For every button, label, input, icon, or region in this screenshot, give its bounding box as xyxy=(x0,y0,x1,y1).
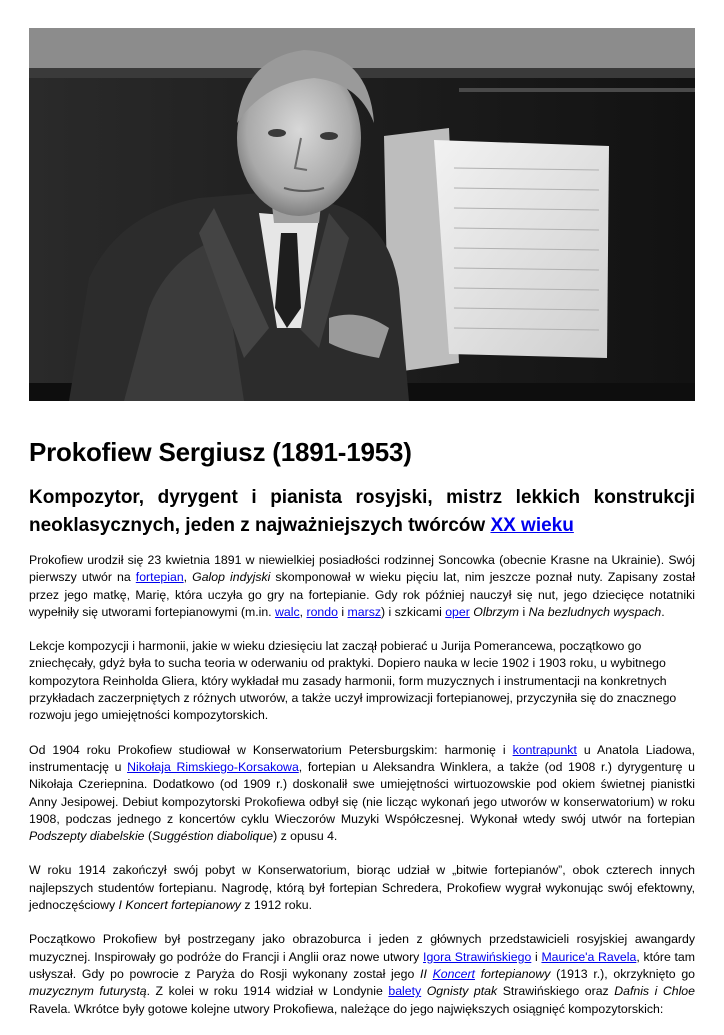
text-span: i xyxy=(531,949,542,964)
link-xx-wieku[interactable]: XX wieku xyxy=(490,515,574,536)
text-span: , które tam usłyszał. Gdy po powrocie z Paryża do Rosji wykonany został jego xyxy=(29,949,695,981)
link-ravel[interactable]: Maurice'a Ravela xyxy=(541,949,637,964)
portrait-photo xyxy=(29,28,695,401)
text-span: , xyxy=(299,604,307,619)
italic-title: Olbrzym xyxy=(473,604,520,619)
text-span: ) i szkicami xyxy=(381,604,446,619)
text-span: skomponował w wieku pięciu lat, nim jeszcze poznał nuty. Zapisany został przez jego matkę, Marię, która uczyła go gry na fortepianie. Gdy rok później nauczył się nut, jego dziecięce notatniki wypełniły się utworami fortepianowymi (m.in. xyxy=(29,570,695,619)
link-kontrapunkt[interactable]: kontrapunkt xyxy=(512,742,577,757)
text-span: . xyxy=(661,604,665,619)
paragraph-4 xyxy=(29,862,695,914)
italic-title: Galop indyjski xyxy=(192,570,271,585)
text-span: ) z opusu 4. xyxy=(273,829,338,844)
text-span: i xyxy=(519,604,529,619)
text-span: i xyxy=(337,604,348,619)
italic-title: I Koncert fortepianowy xyxy=(118,898,241,913)
text-span: . Z kolei w roku 1914 widział w Londynie xyxy=(146,984,389,999)
link-oper[interactable]: oper xyxy=(445,604,470,619)
text-span: Strawińskiego oraz xyxy=(497,984,615,999)
italic-title: Na bezludnych wyspach xyxy=(528,604,662,619)
text-span: Lekcje kompozycji i harmonii, jakie w wieku dziesięciu lat zaczął pobierać u Jurija Pomerancewa, początkowo go zniechęcały, gdyż była to sucha teoria w oderwaniu od praktyki. Dopiero nauka w lecie 1902 i 1903 roku, u wybitnego kompozytora Reinholda Gliera, który wykładał mu zasady harmonii, form muzycznych i instrumentacji na konkretnych przykładach zaczerpniętych z różnych utworów, a także uczył improwizacji fortepianowej, przyczyniła się do znacznego rozwoju jego umiejętności kompozytorskich. xyxy=(29,639,677,723)
italic-title: Dafnis i Chloe xyxy=(614,984,695,999)
link-balety[interactable]: balety xyxy=(388,984,422,999)
text-span: Prokofiew urodził się 23 kwietnia 1891 w niewielkiej posiadłości rodzinnej Soncowka (obecnie Krasne na Ukrainie). Swój pierwszy utwór na xyxy=(29,553,695,585)
italic-title: fortepianowy xyxy=(474,966,551,981)
italic-title: muzycznym futurystą xyxy=(29,984,147,999)
italic-title: Podszepty diabelskie xyxy=(29,829,145,844)
italic-title: Ognisty ptak xyxy=(426,984,498,999)
italic-title: Suggéstion diabolique xyxy=(152,829,274,844)
article-body xyxy=(29,552,695,1035)
link-fortepian[interactable]: fortepian xyxy=(135,570,184,585)
link-strawinski[interactable]: Igora Strawińskiego xyxy=(423,949,532,964)
text-span: W roku 1914 zakończył swój pobyt w Konserwatorium, biorąc udział w „bitwie fortepianów”, obok czterech innych najlepszych studentów fortepianu. Nagrodę, którą był fortepian Schredera, Prokofiew wygrał wykonując swój efektowny, jednoczęściowy xyxy=(29,863,695,913)
italic-link-text: Koncert xyxy=(432,966,475,981)
page-title: Prokofiew Sergiusz (1891-1953) xyxy=(29,437,412,467)
text-span: Od 1904 roku Prokofiew studiował w Konserwatorium Petersburgskim: harmonię i xyxy=(29,742,513,757)
text-span: Początkowo Prokofiew był postrzegany jako obrazoburca i jeden z głównych przedstawicieli rosyjskiej awangardy muzycznej. Inspirowały go podróże do Francji i Anglii oraz nowe utwory xyxy=(29,932,695,964)
italic-title: II xyxy=(420,966,433,981)
paragraph-1 xyxy=(29,552,695,621)
portrait-photo-icon xyxy=(29,28,695,401)
link-walc[interactable]: walc xyxy=(275,604,300,619)
link-rimski-korsakow[interactable]: Nikołaja Rimskiego-Korsakowa xyxy=(127,759,299,774)
text-span: z 1912 roku. xyxy=(240,898,312,913)
link-marsz[interactable]: marsz xyxy=(347,604,381,619)
paragraph-2 xyxy=(29,638,695,724)
link-koncert[interactable] xyxy=(433,967,475,981)
paragraph-5 xyxy=(29,931,695,1017)
text-span: Ravela. Wkrótce były gotowe kolejne utwory Prokofiewa, należące do jego największych osiągnięć kompozytorskich: xyxy=(29,1001,664,1016)
subtitle-text: Kompozytor, dyrygent i pianista rosyjski, mistrz lekkich konstrukcji neoklasycznych, jeden z najważniejszych twórców xyxy=(29,487,695,536)
paragraph-3 xyxy=(29,742,695,846)
text-span: u Anatola Liadowa, instrumentację u xyxy=(29,742,695,774)
link-rondo[interactable]: rondo xyxy=(306,604,338,619)
subtitle xyxy=(29,484,695,540)
text-span: , fortepian u Aleksandra Winklera, a także (od 1908 r.) dyrygenturę u Nikołaja Czeriepnina. Dodatkowo (od 1909 r.) doskonalił swe umiejętności wirtuozowskie pod okiem świetnej pianistki Anny Jesipowej. Debiut kompozytorski Prokofiewa odbył się (nie licząc wykonań jego utworów w konserwatorium) w roku 1908, podczas jednego z koncertów cyklu Wieczorów Muzyki Współczesnej. Wykonał wtedy swój utwór na fortepian xyxy=(29,759,695,826)
text-span: , xyxy=(183,570,193,585)
text-span: ( xyxy=(144,829,153,844)
text-span: (1913 r.), okrzyknięto go xyxy=(550,966,695,981)
